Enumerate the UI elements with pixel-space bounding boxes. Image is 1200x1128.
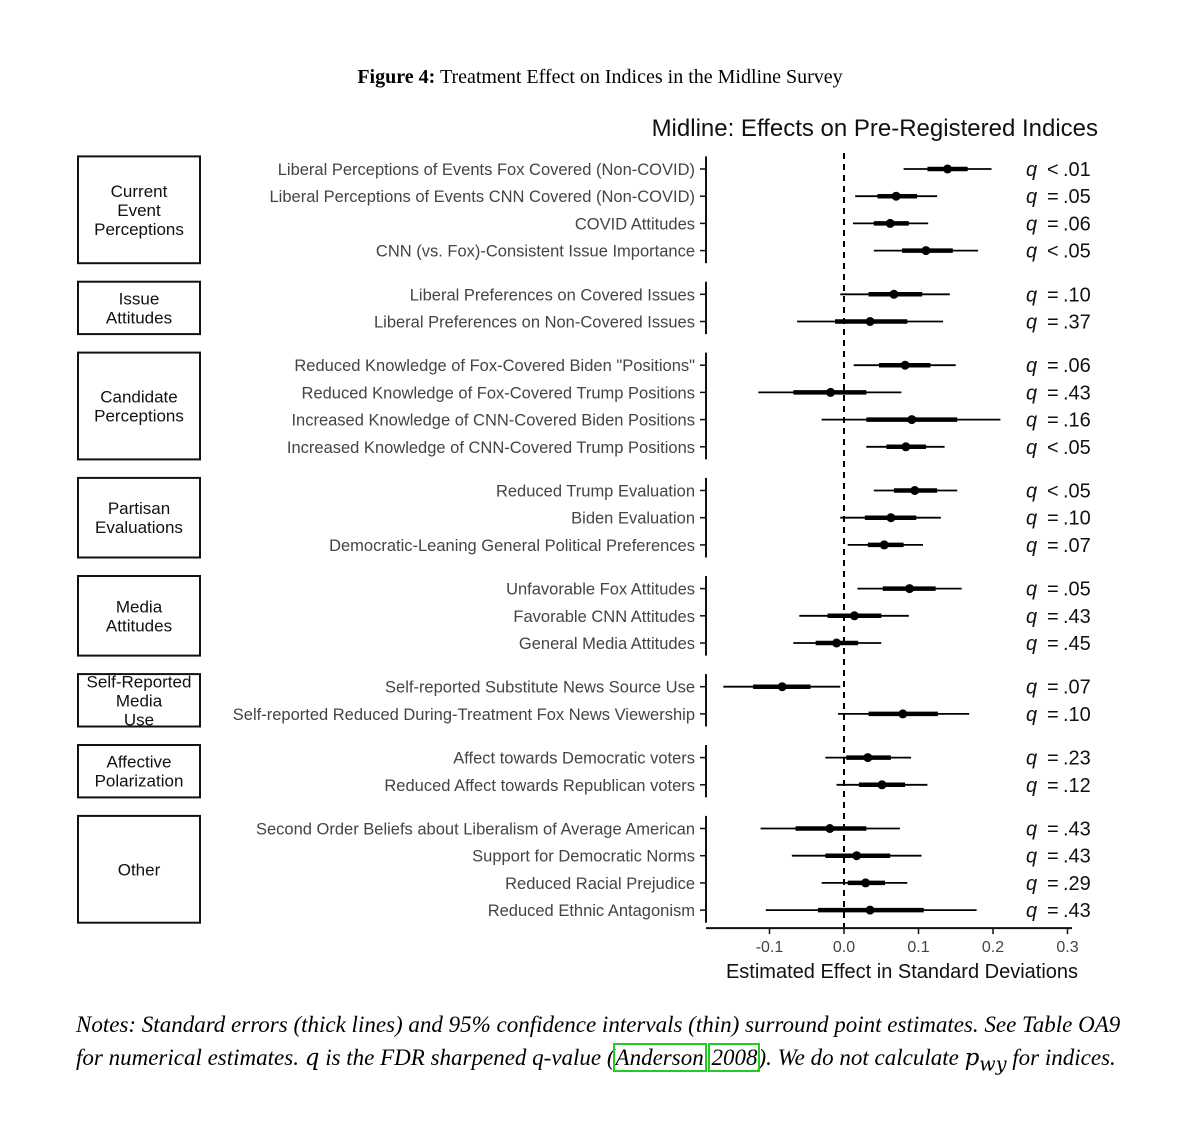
q-value: .29 [1063,872,1091,895]
q-operator: = [1047,284,1059,307]
group-label: Issue [118,289,160,309]
point-estimate [832,639,841,648]
point-estimate [898,709,907,718]
q-operator: = [1047,703,1059,726]
group-label: Media [115,691,163,711]
row-label: Reduced Knowledge of Fox-Covered Biden "Positions" [294,357,695,376]
q-value: .43 [1063,382,1091,405]
point-estimate [910,486,919,495]
group-label: Use [123,710,155,730]
q-symbol: q [1026,240,1038,263]
row-label: Liberal Preferences on Covered Issues [409,286,695,305]
point-estimate [943,165,952,174]
row-label: Democratic-Leaning General Political Preferences [329,536,695,555]
q-value: .06 [1063,213,1091,236]
q-value: .05 [1063,578,1091,601]
q-value: .43 [1063,900,1091,923]
q-symbol: q [1026,872,1038,895]
q-operator: = [1047,507,1059,530]
q-operator: = [1047,409,1059,432]
q-symbol: q [1026,633,1038,655]
q-value: .16 [1063,409,1091,432]
q-operator: = [1047,633,1059,655]
row-label: Reduced Knowledge of Fox-Covered Trump Positions [301,384,695,403]
row-label: Increased Knowledge of CNN-Covered Trump Positions [286,438,695,457]
q-symbol: q [1026,311,1038,334]
q-symbol: q [1026,409,1038,432]
q-value: .10 [1063,284,1091,307]
notes-text-2: is the FDR sharpened q-value ( [319,1045,615,1070]
q-operator: = [1047,818,1059,841]
row-label: Reduced Trump Evaluation [495,482,695,501]
point-estimate [905,584,914,593]
q-symbol: q [1026,159,1038,181]
q-value: .06 [1063,355,1091,378]
notes-text-1: Notes: Standard errors (thick lines) and 95% confidence intervals (thin) surround point estimates. See Table OA9 for numerical estimates. [76,1012,1121,1070]
q-symbol: q [1026,382,1038,405]
point-estimate [866,317,875,326]
q-value: .12 [1063,774,1091,797]
point-estimate [901,361,910,370]
q-operator: = [1047,845,1059,868]
group-label: Event [117,200,161,220]
point-estimate [877,780,886,789]
point-estimate [852,851,861,860]
x-tick-label: -0.1 [755,939,784,957]
point-estimate [850,611,859,620]
q-symbol: q [1026,436,1038,459]
point-estimate [907,415,916,424]
q-symbol: q [1026,534,1038,557]
q-value: .10 [1063,507,1091,530]
q-symbol: q [1026,507,1038,530]
q-value: .07 [1063,676,1091,699]
x-tick-label: 0.0 [832,939,856,957]
q-operator: = [1047,774,1059,797]
group-label: Media [115,597,163,617]
q-operator: = [1047,872,1059,895]
q-value: .43 [1063,605,1091,628]
row-label: COVID Attitudes [574,215,695,234]
q-value: .43 [1063,818,1091,841]
q-symbol: q [1026,355,1038,378]
q-operator: < [1047,436,1059,459]
q-symbol: q [1026,774,1038,797]
row-label: Reduced Affect towards Republican voters [384,776,695,795]
point-estimate [886,219,895,228]
q-operator: = [1047,213,1059,236]
x-tick-label: 0.2 [981,939,1005,957]
q-operator: = [1047,747,1059,770]
row-label: Unfavorable Fox Attitudes [506,580,695,599]
row-label: General Media Attitudes [518,635,695,653]
row-label: Biden Evaluation [571,509,695,528]
q-operator: = [1047,578,1059,601]
notes-p-subscript: wy [979,1052,1007,1076]
row-label: Liberal Preferences on Non-Covered Issues [373,313,695,332]
group-label: Perceptions [94,219,184,239]
x-tick-label: 0.1 [907,939,930,957]
row-label: Reduced Racial Prejudice [505,874,695,893]
q-value: .05 [1063,240,1091,263]
group-label: Current [110,181,168,201]
point-estimate [889,290,898,299]
row-label: Second Order Beliefs about Liberalism of Average American [255,820,695,839]
q-value: .43 [1063,845,1091,868]
point-estimate [901,442,910,451]
notes-text-4: for indices. [1006,1045,1116,1070]
group-label: Affective [106,752,172,772]
q-symbol: q [1026,845,1038,868]
q-operator: < [1047,240,1059,263]
q-value: .05 [1063,186,1091,209]
q-symbol: q [1026,703,1038,726]
point-estimate [861,878,870,887]
group-label: Attitudes [105,616,173,636]
q-value: .37 [1063,311,1091,334]
q-operator: = [1047,676,1059,699]
row-label: Self-reported Reduced During-Treatment Fox News Viewership [232,705,695,724]
figure-caption-text: Treatment Effect on Indices in the Midline Survey [439,66,843,88]
group-label: Candidate [100,387,178,407]
q-symbol: q [1026,480,1038,503]
q-operator: = [1047,311,1059,334]
q-value: .01 [1063,159,1091,181]
q-symbol: q [1026,676,1038,699]
q-symbol: q [1026,747,1038,770]
q-value: .45 [1063,633,1091,655]
row-label: Increased Knowledge of CNN-Covered Biden Positions [291,411,695,430]
citation-link-year[interactable]: 2008 [711,1045,758,1070]
row-label: CNN (vs. Fox)-Consistent Issue Importance [375,242,695,261]
notes-q-symbol: q [304,1045,320,1071]
point-estimate [866,906,875,915]
group-label: Other [117,860,161,880]
notes-p-symbol: p [964,1045,980,1071]
row-label: Self-reported Substitute News Source Use [385,678,695,697]
point-estimate [886,513,895,522]
point-estimate [892,192,901,201]
q-operator: = [1047,605,1059,628]
point-estimate [778,682,787,691]
group-label: Self-Reported [86,672,192,692]
q-operator: = [1047,534,1059,557]
row-label: Liberal Perceptions of Events CNN Covered (Non-COVID) [269,188,695,207]
group-label: Attitudes [105,308,173,328]
q-symbol: q [1026,213,1038,236]
row-label: Reduced Ethnic Antagonism [487,902,695,921]
figure-label: Figure 4: [357,66,436,88]
q-value: .10 [1063,703,1091,726]
q-operator: < [1047,159,1059,181]
group-label: Partisan [107,499,171,519]
x-tick-label: 0.3 [1056,939,1079,957]
q-symbol: q [1026,605,1038,628]
point-estimate [863,753,872,762]
row-label: Support for Democratic Norms [472,847,695,866]
figure-notes [76,1008,1126,1081]
q-symbol: q [1026,900,1038,923]
point-estimate [826,388,835,397]
q-operator: = [1047,355,1059,378]
q-operator: = [1047,900,1059,923]
citation-link-author[interactable]: Anderson [615,1045,704,1070]
q-symbol: q [1026,578,1038,601]
q-operator: = [1047,382,1059,405]
row-label: Liberal Perceptions of Events Fox Covered (Non-COVID) [277,161,695,179]
row-label: Favorable CNN Attitudes [513,607,695,626]
q-value: .23 [1063,747,1091,770]
q-symbol: q [1026,818,1038,841]
point-estimate [825,824,834,833]
point-estimate [921,246,930,255]
chart-title: Midline: Effects on Pre-Registered Indices [651,115,1098,142]
group-label: Evaluations [95,518,183,538]
q-symbol: q [1026,186,1038,209]
q-symbol: q [1026,284,1038,307]
q-value: .07 [1063,534,1091,557]
group-label: Perceptions [94,406,184,426]
notes-text-3: ). We do not calculate [758,1045,965,1070]
x-axis-label: Estimated Effect in Standard Deviations [725,961,1079,984]
row-label: Affect towards Democratic voters [453,749,695,768]
group-label: Polarization [94,771,184,791]
q-value: .05 [1063,436,1091,459]
point-estimate [880,540,889,549]
q-operator: = [1047,186,1059,209]
q-operator: < [1047,480,1059,503]
q-value: .05 [1063,480,1091,503]
